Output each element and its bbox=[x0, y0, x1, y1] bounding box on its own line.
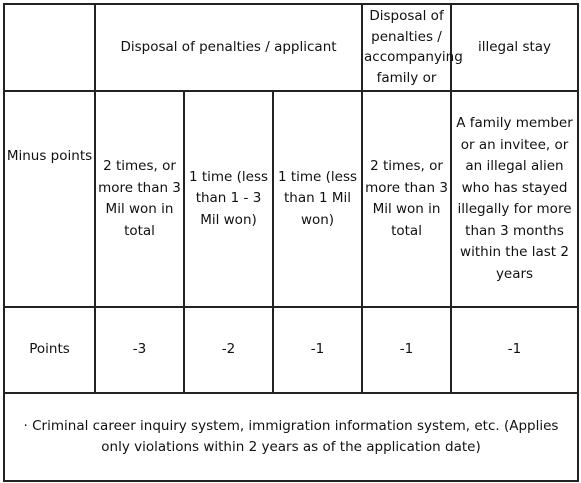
points-value: -1 bbox=[310, 341, 325, 358]
minus-points-criterion: 1 time (less than 1 Mil won) bbox=[277, 168, 358, 228]
minus-points-label-cell bbox=[4, 91, 95, 307]
header-applicant-penalties bbox=[95, 4, 362, 91]
header-empty-cell bbox=[4, 4, 95, 91]
minus-points-cell-1 bbox=[95, 91, 184, 307]
penalty-points-table-wrapper bbox=[3, 3, 577, 479]
note-cell bbox=[4, 393, 578, 481]
points-value-cell-5 bbox=[451, 307, 578, 393]
minus-points-criterion: 2 times, or more than 3 Mil won in total bbox=[98, 158, 181, 239]
penalty-points-table bbox=[3, 3, 579, 482]
minus-points-criterion: A family member or an invitee, or an illegal alien who has stayed illegally for more than 3 months within the last 2 years bbox=[456, 115, 573, 282]
minus-points-cell-3 bbox=[273, 91, 362, 307]
header-illegal-stay bbox=[451, 4, 578, 91]
minus-points-cell-5 bbox=[451, 91, 578, 307]
points-value: -2 bbox=[221, 341, 236, 358]
minus-points-cell-4 bbox=[362, 91, 451, 307]
points-row bbox=[4, 307, 578, 393]
header-illegal-stay-text: illegal stay bbox=[478, 38, 552, 55]
minus-points-criterion: 2 times, or more than 3 Mil won in total bbox=[365, 158, 448, 239]
points-value-cell-4 bbox=[362, 307, 451, 393]
header-applicant-penalties-text: Disposal of penalties / applicant bbox=[120, 38, 337, 55]
minus-points-label: Minus points bbox=[6, 148, 93, 164]
note-row bbox=[4, 393, 578, 481]
points-value: -3 bbox=[132, 341, 147, 358]
points-value-cell-1 bbox=[95, 307, 184, 393]
header-family-penalties-text: Disposal of penalties / accompanying family or bbox=[364, 8, 463, 86]
points-value-cell-3 bbox=[273, 307, 362, 393]
points-value-cell-2 bbox=[184, 307, 273, 393]
minus-points-cell-2 bbox=[184, 91, 273, 307]
header-family-penalties bbox=[362, 4, 463, 91]
header-row bbox=[4, 4, 578, 91]
points-value: -1 bbox=[507, 341, 522, 358]
minus-points-criterion: 1 time (less than 1 - 3 Mil won) bbox=[188, 168, 269, 228]
points-value: -1 bbox=[399, 341, 414, 358]
points-label: Points bbox=[29, 341, 70, 358]
minus-points-row bbox=[4, 91, 578, 307]
points-label-cell bbox=[4, 307, 95, 393]
note-text: · Criminal career inquiry system, immigration information system, etc. (Applies only violations within 2 years as of the application date) bbox=[23, 418, 559, 455]
